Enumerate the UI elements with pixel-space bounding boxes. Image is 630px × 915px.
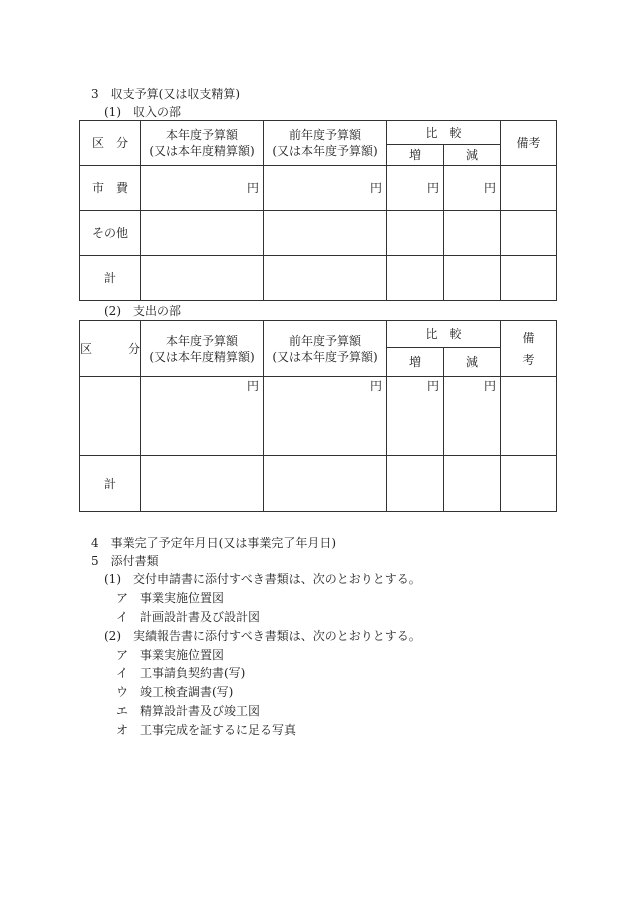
attachments-group1-item: イ 計画設計書及び設計図 <box>116 610 261 624</box>
attachments-group2-item: イ 工事請負契約書(写) <box>116 666 246 680</box>
income-heading: (1) 収入の部 <box>104 105 181 119</box>
expense-heading: (2) 支出の部 <box>104 304 181 318</box>
attachments-group2-item: ア 事業実施位置図 <box>116 648 225 662</box>
income-row-category: 市 費 <box>80 166 141 211</box>
expense-row-decrease: 円 <box>444 377 501 456</box>
income-row-previous <box>264 256 387 301</box>
expense-header-remarks <box>501 321 557 377</box>
income-row-remarks <box>501 211 557 256</box>
income-header-current-line2: (又は本年度精算額) <box>149 144 255 158</box>
expense-row-items <box>80 377 557 456</box>
section4-heading: 4 事業完了予定年月日(又は事業完了年月日) <box>91 536 336 550</box>
expense-header-remarks-bottom: 考 <box>522 352 535 367</box>
expense-header-remarks-top: 備 <box>522 330 535 345</box>
income-header-decrease: 減 <box>444 145 501 166</box>
expense-header-category: 区 分 <box>80 321 141 377</box>
section3-heading: 3 収支予算(又は収支精算) <box>91 87 240 101</box>
income-table <box>79 120 557 301</box>
income-row-remarks <box>501 256 557 301</box>
attachments-group1-heading: (1) 交付申請書に添付すべき書類は、次のとおりとする。 <box>104 572 421 586</box>
expense-row-previous: 円 <box>264 377 387 456</box>
income-header-category: 区 分 <box>80 121 141 166</box>
expense-header-previous <box>264 321 387 377</box>
expense-row-increase <box>387 456 444 512</box>
expense-header-current-line2: (又は本年度精算額) <box>149 349 255 364</box>
income-row-increase: 円 <box>387 166 444 211</box>
expense-table <box>79 320 557 512</box>
expense-header-compare: 比 較 <box>387 321 501 348</box>
expense-header-increase: 増 <box>387 348 444 377</box>
expense-header-previous-line2: (又は本年度予算額) <box>272 349 378 364</box>
attachments-group2-item: オ 工事完成を証するに足る写真 <box>116 723 297 737</box>
income-header-current <box>141 121 264 166</box>
income-row-decrease: 円 <box>444 166 501 211</box>
income-header-current-line1: 本年度予算額 <box>165 128 238 142</box>
expense-row-total <box>80 456 557 512</box>
attachments-group2-heading: (2) 実績報告書に添付すべき書類は、次のとおりとする。 <box>104 629 421 643</box>
expense-row-decrease <box>444 456 501 512</box>
expense-row-current <box>141 456 264 512</box>
income-header-compare: 比 較 <box>387 121 501 145</box>
income-header-remarks: 備考 <box>501 121 557 166</box>
expense-row-remarks <box>501 456 557 512</box>
attachments-group2-item: ウ 竣工検査調書(写) <box>116 685 234 699</box>
income-row-increase <box>387 256 444 301</box>
expense-row-category <box>80 377 141 456</box>
income-row-decrease <box>444 256 501 301</box>
income-row-category: その他 <box>80 211 141 256</box>
expense-row-current: 円 <box>141 377 264 456</box>
income-row-current: 円 <box>141 166 264 211</box>
attachments-group1-item: ア 事業実施位置図 <box>116 591 225 605</box>
expense-header-previous-line1: 前年度予算額 <box>288 333 361 348</box>
income-row-remarks <box>501 166 557 211</box>
income-row-current <box>141 256 264 301</box>
expense-row-category: 計 <box>80 456 141 512</box>
income-row-other <box>80 211 557 256</box>
income-row-previous <box>264 211 387 256</box>
income-header-previous-line1: 前年度予算額 <box>288 128 361 142</box>
income-row-category: 計 <box>80 256 141 301</box>
section5-heading: 5 添付書類 <box>91 554 159 568</box>
expense-row-increase: 円 <box>387 377 444 456</box>
expense-header-decrease: 減 <box>444 348 501 377</box>
expense-header-current <box>141 321 264 377</box>
income-header-increase: 増 <box>387 145 444 166</box>
attachments-group2-item: エ 精算設計書及び竣工図 <box>116 704 261 718</box>
expense-row-remarks <box>501 377 557 456</box>
income-row-decrease <box>444 211 501 256</box>
expense-row-previous <box>264 456 387 512</box>
income-row-previous: 円 <box>264 166 387 211</box>
income-row-total <box>80 256 557 301</box>
income-row-increase <box>387 211 444 256</box>
income-row-current <box>141 211 264 256</box>
expense-header-current-line1: 本年度予算額 <box>165 333 238 348</box>
income-header-previous-line2: (又は本年度予算額) <box>272 144 378 158</box>
income-row-city <box>80 166 557 211</box>
income-header-previous <box>264 121 387 166</box>
